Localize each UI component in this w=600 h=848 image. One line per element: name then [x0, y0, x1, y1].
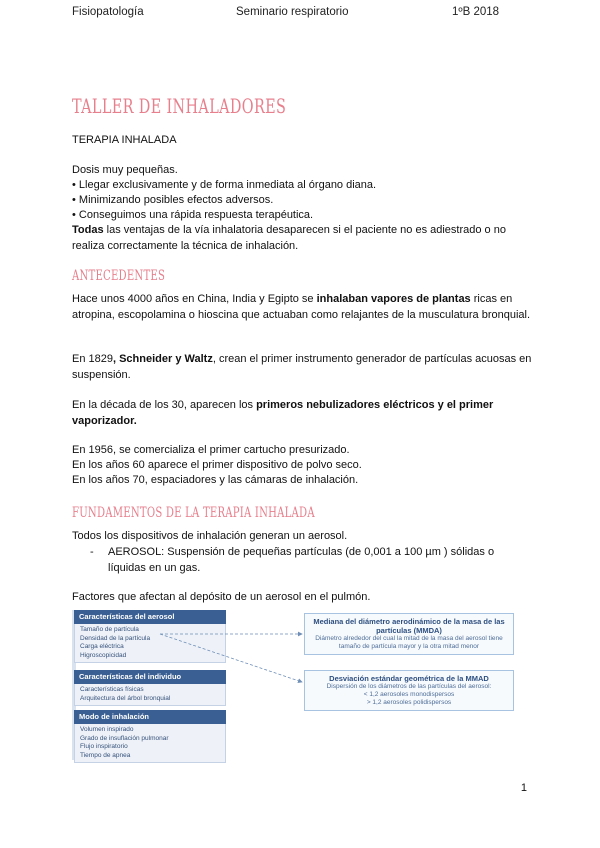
header-subject: Fisiopatología: [72, 6, 144, 18]
intro-todas-paragraph: [72, 223, 532, 254]
intro-bullet-2: • Minimizando posibles efectos adversos.: [72, 194, 274, 206]
p1-text: Hace unos 4000 años en China, India y Egipto se: [72, 293, 317, 305]
item-volumen: Volumen inspirado: [80, 726, 134, 733]
group-individuo-title: Características del individuo: [74, 670, 226, 684]
item-arquitectura: Arquitectura del árbol bronquial: [80, 694, 171, 702]
card-mmda-text: Diámetro alrededor del cual la mitad de la masa del aerosol tiene tamaño de partícula mayor y la otra mitad menor: [315, 635, 503, 650]
p3-bold: primeros nebulizadores eléctricos y el primer vaporizador.: [72, 399, 494, 427]
page-title: TALLER DE INHALADORES: [72, 94, 287, 118]
item-caracteristicas: Características físicas: [80, 686, 144, 693]
item-tamano: Tamaño de partícula: [80, 626, 139, 633]
p1-rest: ricas en atropina, escopolamina o hioscina que actuaban como relajantes de la musculatura bronquial.: [72, 293, 531, 321]
antecedentes-line-70: En los años 70, espaciadores y las cámaras de inhalación.: [72, 474, 359, 486]
card-desviacion-l2: > 1,2 aerosoles polidispersos: [366, 699, 452, 706]
p1-bold: inhalaban vapores de plantas: [316, 293, 471, 305]
item-flujo: Flujo inspiratorio: [80, 743, 128, 750]
intro-line: Dosis muy pequeñas.: [72, 164, 178, 176]
heading-antecedentes: ANTECEDENTES: [72, 268, 166, 284]
subtitle: TERAPIA INHALADA: [72, 134, 177, 146]
item-higroscopicidad: Higroscopicidad: [80, 651, 127, 659]
item-densidad: Densidad de la partícula: [80, 634, 151, 642]
todas-rest: las ventajas de la vía inhalatoria desaparecen si el paciente no es adiestrado o no realiza correctamente la técnica de inhalación.: [72, 224, 506, 252]
antecedentes-p3: [72, 398, 532, 429]
p2-text: En 1829: [72, 353, 113, 365]
card-mmda-title: Mediana del diámetro aerodinámico de la masa de las partículas (MMDA): [313, 617, 505, 635]
heading-fundamentos: FUNDAMENTOS DE LA TERAPIA INHALADA: [72, 505, 315, 521]
arrow-to-desviacion: [160, 634, 302, 682]
aerosol-factors-diagram: [72, 610, 532, 770]
card-desviacion-l1: < 1,2 aerosoles monodispersos: [363, 691, 455, 698]
card-desviacion-text: Dispersión de los diámetros de las partículas del aerosol:: [326, 683, 492, 690]
header-seminar: Seminario respiratorio: [236, 6, 349, 18]
p3-text: En la década de los 30, aparecen los: [72, 399, 257, 411]
item-insuflacion: Grado de insuflación pulmonar: [80, 734, 169, 742]
aerosol-dash: -: [90, 546, 94, 558]
page-number: 1: [520, 782, 527, 794]
antecedentes-p2: [72, 352, 532, 383]
antecedentes-p1: [72, 292, 532, 323]
card-desviacion: [304, 670, 514, 711]
intro-bullet-1: • Llegar exclusivamente y de forma inmediata al órgano diana.: [72, 179, 377, 191]
aerosol-definition: AEROSOL: Suspensión de pequeñas partículas (de 0,001 a 100 µm ) sólidas o líquidas en un gas.: [108, 546, 495, 574]
group-aerosol-title: Características del aerosol: [74, 610, 226, 624]
item-carga: Carga eléctrica: [80, 643, 124, 650]
header-group: 1ºB 2018: [452, 6, 500, 18]
todas-bold: Todas: [72, 224, 104, 236]
card-desviacion-title: Desviación estándar geométrica de la MMAD: [329, 674, 489, 683]
antecedentes-line-60: En los años 60 aparece el primer dispositivo de polvo seco.: [72, 459, 362, 471]
group-inhalacion-title: Modo de inhalación: [74, 710, 226, 724]
antecedentes-line-1956: En 1956, se comercializa el primer cartucho presurizado.: [72, 444, 350, 456]
item-apnea: Tiempo de apnea: [80, 751, 131, 759]
card-mmda: [304, 613, 514, 655]
p2-bold: , Schneider y Waltz: [112, 353, 213, 365]
intro-bullet-3: • Conseguimos una rápida respuesta terapéutica.: [72, 209, 314, 221]
factores-line: Factores que afectan al depósito de un aerosol en el pulmón.: [72, 591, 371, 603]
p2-rest: , crean el primer instrumento generador de partículas acuosas en suspensión.: [72, 353, 532, 381]
fundamentos-p1: Todos los dispositivos de inhalación generan un aerosol.: [72, 530, 348, 542]
